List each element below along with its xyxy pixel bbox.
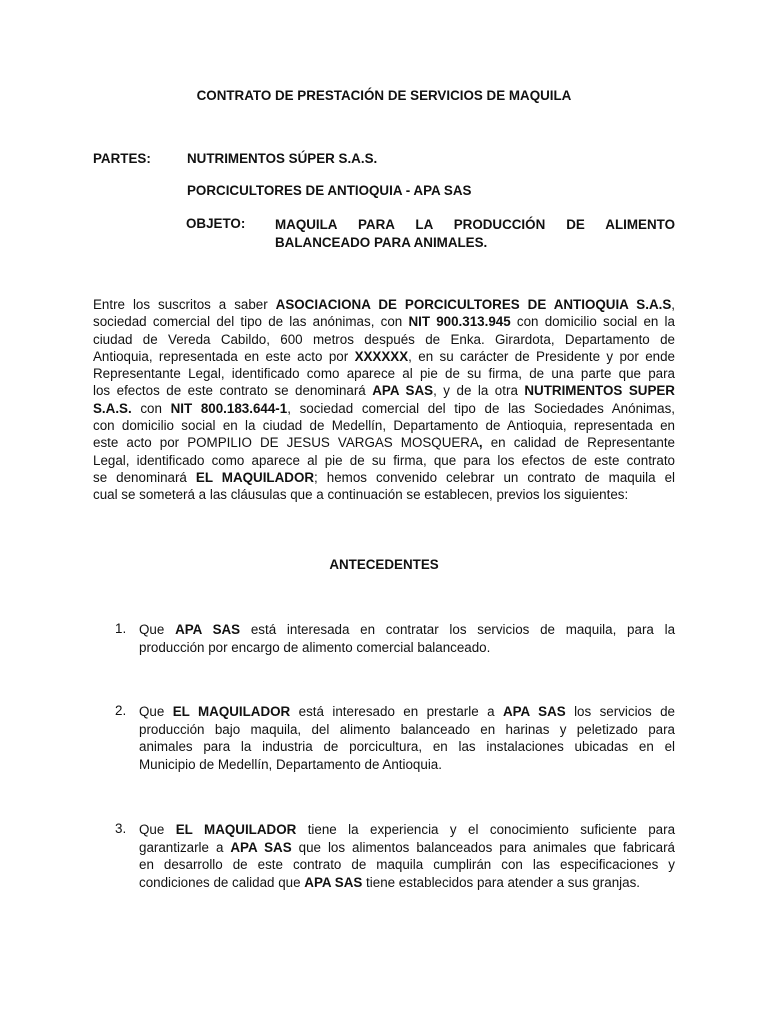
- intro-line: Representante Legal, identificado como aparece al pie de su firma, de una parte que para: [93, 366, 675, 382]
- list-item-number: 1.: [115, 621, 127, 636]
- objeto-line-2: BALANCEADO PARA ANIMALES.: [275, 234, 488, 250]
- intro-line: cual se someterá a las cláusulas que a continuación se establecen, previos los siguientes:: [93, 487, 629, 503]
- antecedentes-heading: ANTECEDENTES: [329, 557, 439, 572]
- list-item: Que APA SAS está interesada en contratar los servicios de maquila, para la producción por encargo de alimento comercial balanceado.: [139, 622, 676, 655]
- list-item: Que EL MAQUILADOR tiene la experiencia y el conocimiento suficiente para garantizarle a APA SAS que los alimentos balanceados para animales que fabricará en desarrollo de este contrato de maquila cumplirán con las especificaciones y condiciones de calidad que APA SAS tiene establecidos para atender a sus granjas.: [139, 822, 676, 891]
- intro-line: sociedad comercial del tipo de las anónimas, con NIT 900.313.945 con domicilio social en la: [93, 314, 675, 330]
- intro-line: se denominará EL MAQUILADOR; hemos convenido celebrar un contrato de maquila el: [93, 469, 675, 485]
- intro-line: Antioquia, representada en este acto por XXXXXX, en su carácter de Presidente y por ende: [93, 348, 675, 364]
- intro-line: los efectos de este contrato se denominará APA SAS, y de la otra NUTRIMENTOS SUPER: [93, 383, 675, 399]
- list-item: Que EL MAQUILADOR está interesado en prestarle a APA SAS los servicios de producción bajo maquila, del alimento balanceado en harinas y peletizado para animales para la industria de porcicultura, en las instalaciones ubicadas en el Municipio de Medellín, Departamento de Antioquia.: [139, 704, 675, 773]
- intro-line: ciudad de Vereda Cabildo, 600 metros después de Enka. Girardota, Departamento de: [93, 331, 675, 347]
- party-2: PORCICULTORES DE ANTIOQUIA - APA SAS: [187, 183, 472, 198]
- intro-line: con domicilio social en la ciudad de Medellín, Departamento de Antioquia, representada en: [93, 418, 675, 434]
- party-1: NUTRIMENTOS SÚPER S.A.S.: [187, 151, 378, 166]
- intro-paragraph: [93, 296, 675, 504]
- objeto-label: OBJETO:: [186, 216, 246, 231]
- objeto-line-1: MAQUILA PARA LA PRODUCCIÓN DE ALIMENTO: [275, 217, 675, 232]
- partes-label: PARTES:: [93, 151, 151, 166]
- intro-line: este acto por POMPILIO DE JESUS VARGAS MOSQUERA, en calidad de Representante: [93, 435, 676, 451]
- intro-line: S.A.S. con NIT 800.183.644-1, sociedad comercial del tipo de las Sociedades Anónimas,: [93, 400, 676, 416]
- intro-line: Entre los suscritos a saber ASOCIACIONA DE PORCICULTORES DE ANTIOQUIA S.A.S,: [93, 297, 676, 312]
- document-title: CONTRATO DE PRESTACIÓN DE SERVICIOS DE MAQUILA: [196, 88, 572, 103]
- objeto-text: [275, 216, 675, 251]
- intro-line: Legal, identificado como aparece al pie de su firma, que para los efectos de este contrato: [93, 452, 675, 468]
- list-item-number: 3.: [115, 821, 127, 836]
- list-item-number: 2.: [115, 703, 127, 718]
